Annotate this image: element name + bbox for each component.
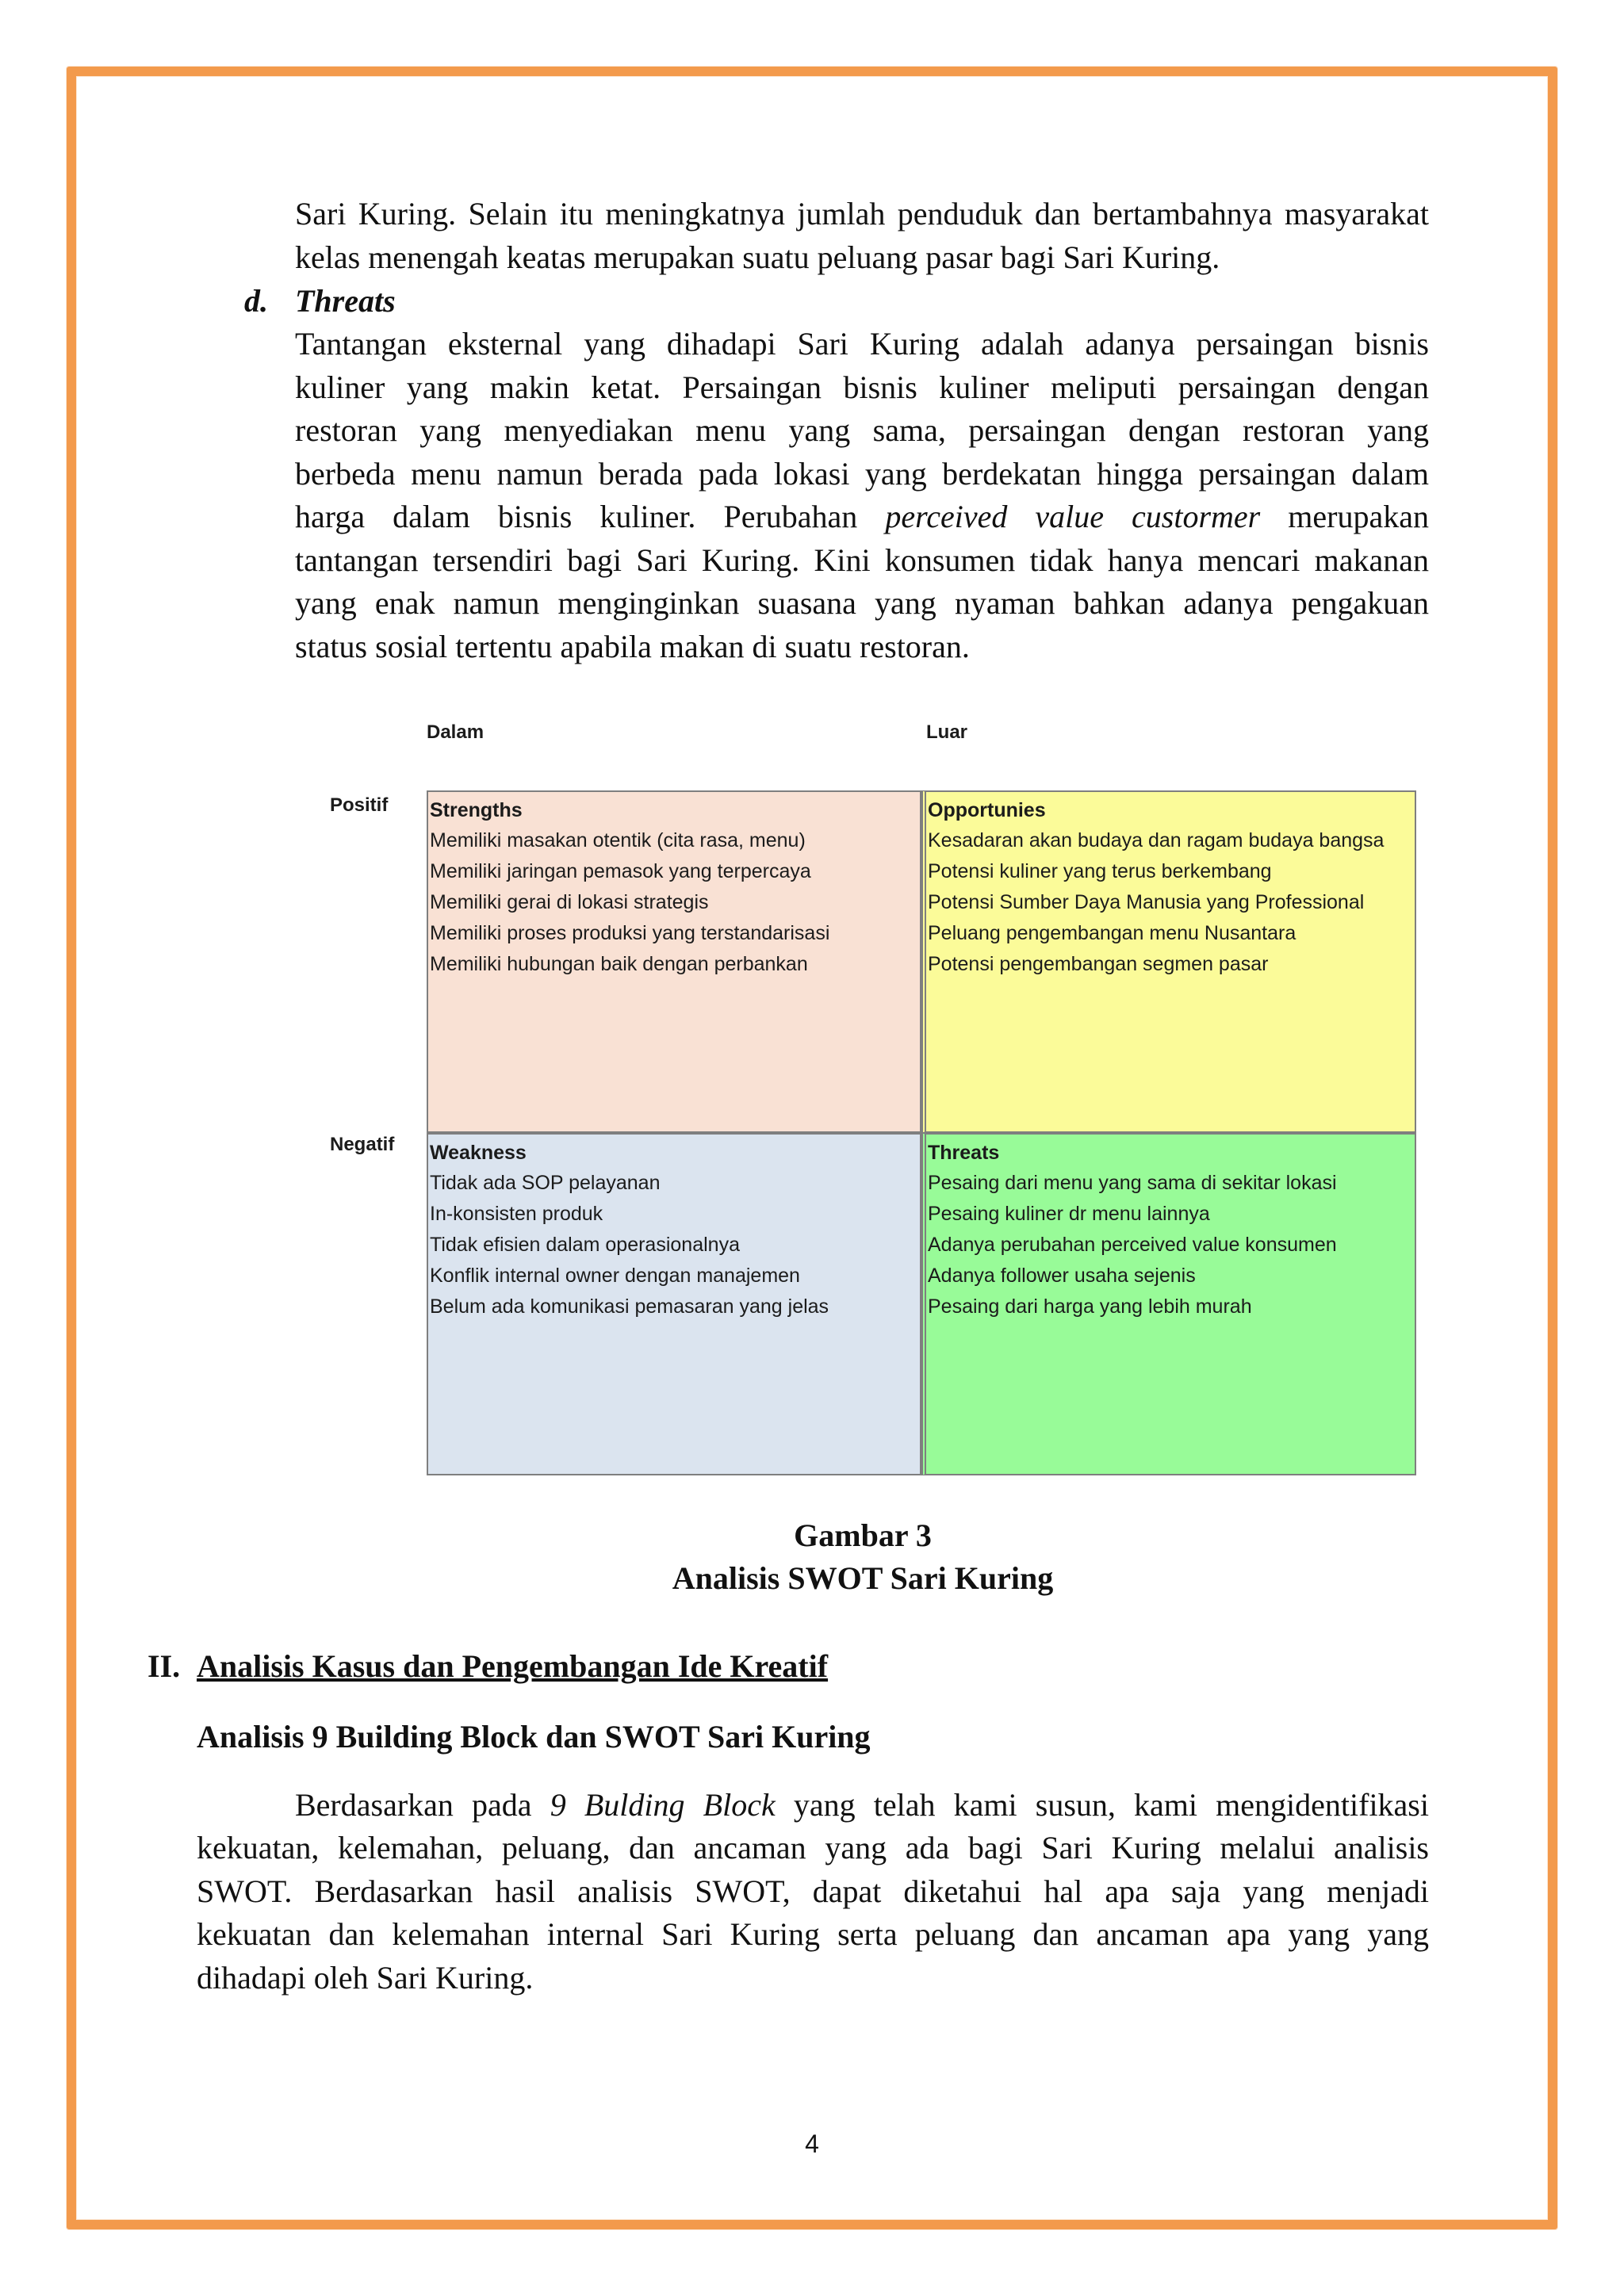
paragraph-swot-intro-cont (197, 1827, 1429, 1999)
threats-title: Threats (928, 1142, 1000, 1164)
text-segment: Berdasarkan pada (295, 1787, 550, 1823)
italic-term: perceived value custormer (885, 499, 1261, 534)
threats-heading (244, 280, 396, 323)
text-line: yang enak namun menginginkan suasana yang nyaman bahkan adanya pengakuan (295, 585, 1429, 621)
list-item: Memiliki proses produksi yang terstandarisasi (430, 922, 830, 944)
list-marker: d. (244, 283, 268, 319)
strengths-cell (427, 790, 921, 1133)
text-line: kelas menengah keatas merupakan suatu peluang pasar bagi Sari Kuring. (295, 239, 1220, 275)
list-item: Kesadaran akan budaya dan ragam budaya bangsa (928, 829, 1385, 851)
list-item: Potensi kuliner yang terus berkembang (928, 860, 1272, 882)
list-item: Memiliki masakan otentik (cita rasa, menu) (430, 829, 806, 851)
opportunities-title: Opportunies (928, 799, 1046, 821)
list-item: Tidak efisien dalam operasionalnya (430, 1234, 740, 1256)
row-label-negatif: Negatif (330, 1134, 395, 1155)
text-line: SWOT. Berdasarkan hasil analisis SWOT, dapat diketahui hal apa saja yang menjadi (197, 1873, 1429, 1909)
text-line: Sari Kuring. Selain itu meningkatnya jumlah penduduk dan bertambahnya masyarakat (295, 196, 1429, 232)
list-item: Potensi pengembangan segmen pasar (928, 953, 1269, 975)
strengths-title: Strengths (430, 799, 523, 821)
list-item: Memiliki gerai di lokasi strategis (430, 891, 709, 913)
weakness-cell (427, 1133, 921, 1475)
figure-caption-number: Gambar 3 (794, 1517, 932, 1553)
text-segment: yang telah kami susun, kami mengidentifikasi (775, 1787, 1429, 1823)
list-item: Tidak ada SOP pelayanan (430, 1172, 661, 1194)
subsection-heading: Analisis 9 Building Block dan SWOT Sari Kuring (197, 1719, 871, 1755)
column-label-luar: Luar (926, 721, 968, 743)
section-number: II. (147, 1648, 181, 1684)
text-line: kuliner yang makin ketat. Persaingan bisnis kuliner meliputi persaingan dengan (295, 369, 1429, 405)
threats-cell (921, 1133, 1416, 1475)
text-line: kekuatan, kelemahan, peluang, dan ancaman yang ada bagi Sari Kuring melalui analisis (197, 1830, 1429, 1866)
text-line: restoran yang menyediakan menu yang sama, persaingan dengan restoran yang (295, 412, 1429, 448)
list-item: Potensi Sumber Daya Manusia yang Professional (928, 891, 1365, 913)
section-heading (147, 1645, 828, 1688)
italic-term: 9 Bulding Block (550, 1787, 776, 1823)
weakness-title: Weakness (430, 1142, 527, 1164)
list-item: In-konsisten produk (430, 1203, 603, 1225)
threats-heading-label: Threats (295, 283, 396, 319)
page-number: 4 (805, 2130, 819, 2158)
row-label-positif: Positif (330, 794, 389, 816)
paragraph-threats (295, 323, 1429, 668)
text-line: berbeda menu namun berada pada lokasi yang berdekatan hingga persaingan dalam (295, 455, 1429, 492)
section-title: Analisis Kasus dan Pengembangan Ide Kreatif (197, 1648, 829, 1684)
opportunities-cell (921, 790, 1416, 1133)
column-label-dalam: Dalam (427, 721, 485, 743)
list-item: Pesaing kuliner dr menu lainnya (928, 1203, 1210, 1225)
text-segment: merupakan (1260, 499, 1429, 534)
figure-caption-title: Analisis SWOT Sari Kuring (672, 1560, 1054, 1596)
paragraph-opportunities-end (295, 193, 1429, 279)
list-item: Belum ada komunikasi pemasaran yang jelas (430, 1295, 829, 1318)
text-line: dihadapi oleh Sari Kuring. (197, 1959, 534, 1996)
text-segment: harga dalam bisnis kuliner. Perubahan (295, 499, 886, 534)
paragraph-swot-intro (197, 1784, 1429, 1827)
text-line (197, 1784, 1429, 1827)
list-item: Memiliki hubungan baik dengan perbankan (430, 953, 808, 975)
list-item: Pesaing dari menu yang sama di sekitar lokasi (928, 1172, 1337, 1194)
text-line: Tantangan eksternal yang dihadapi Sari Kuring adalah adanya persaingan bisnis (295, 326, 1429, 362)
text-line: status sosial tertentu apabila makan di suatu restoran. (295, 628, 970, 664)
list-item: Adanya follower usaha sejenis (928, 1265, 1196, 1287)
list-item: Pesaing dari harga yang lebih murah (928, 1295, 1252, 1318)
list-item: Peluang pengembangan menu Nusantara (928, 922, 1297, 944)
swot-figure (317, 721, 1427, 1483)
list-item: Adanya perubahan perceived value konsumen (928, 1234, 1337, 1256)
text-line: tantangan tersendiri bagi Sari Kuring. Kini konsumen tidak hanya mencari makanan (295, 541, 1429, 578)
list-item: Konflik internal owner dengan manajemen (430, 1265, 800, 1287)
text-line: kekuatan dan kelemahan internal Sari Kuring serta peluang dan ancaman apa yang yang (197, 1916, 1429, 1952)
list-item: Memiliki jaringan pemasok yang terpercaya (430, 860, 811, 882)
text-line (295, 496, 1429, 539)
